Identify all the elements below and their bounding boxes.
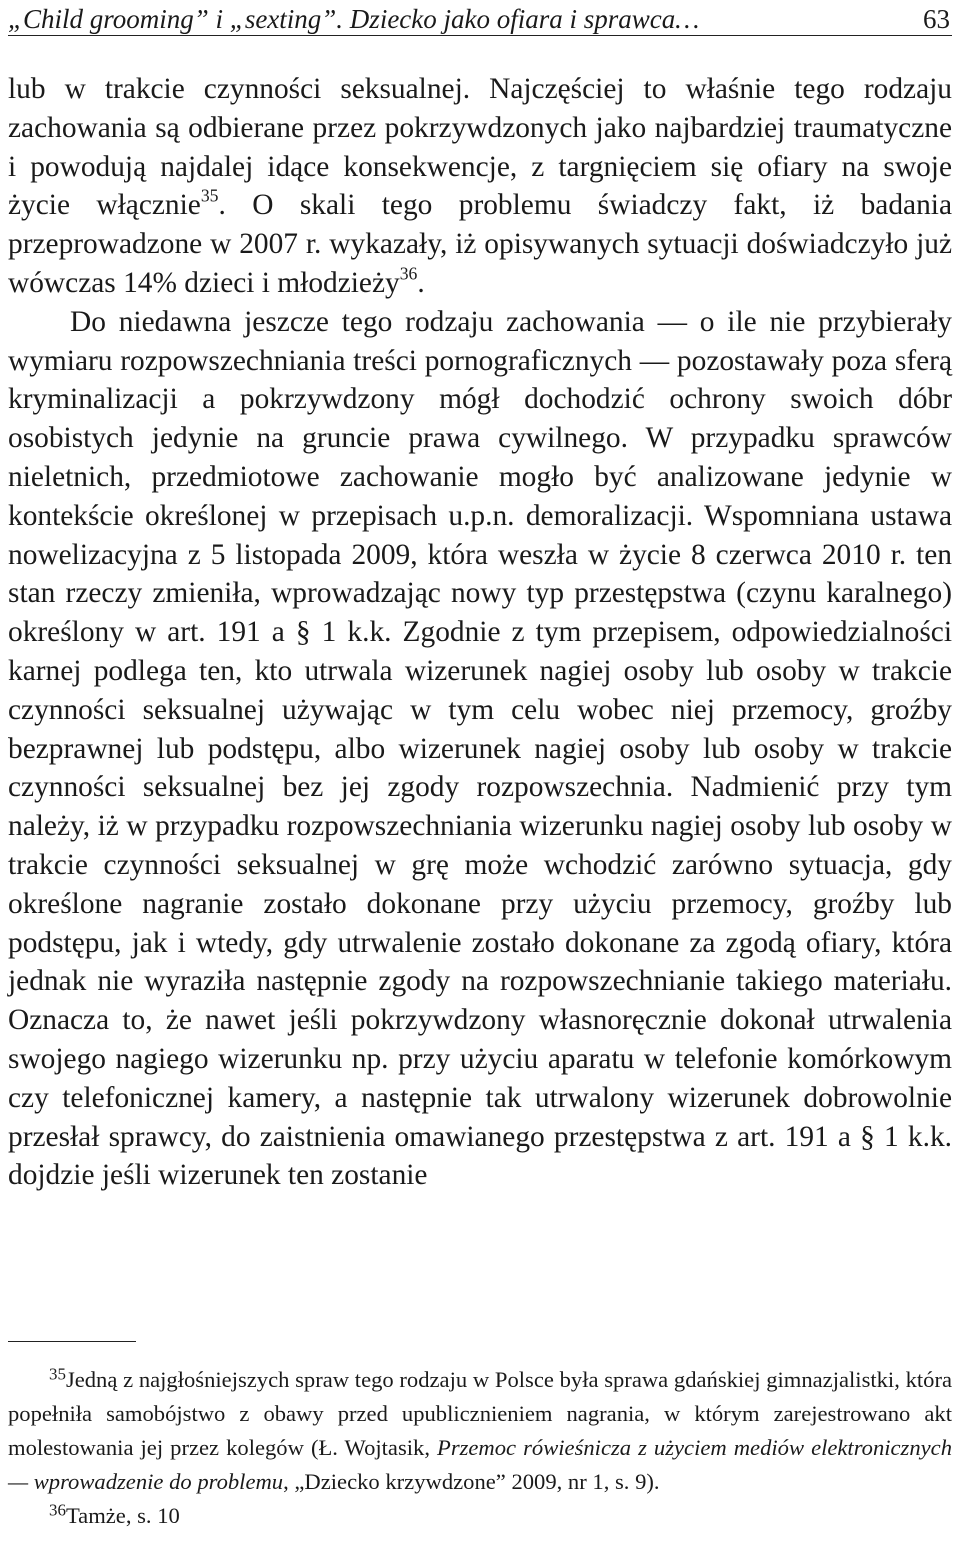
paragraph-1 [8, 70, 952, 303]
paragraph-1-part-c: . [417, 266, 425, 299]
footnote-36-text: Tamże, s. 10 [65, 1503, 180, 1528]
footnote-separator [8, 1341, 136, 1342]
paragraph-1-part-b: . O skali tego problemu świadczy fakt, iż badania przeprowadzone w 2007 r. wykazały, iż opisywanych sytuacji doświadczyło już wówczas 14% dzieci i młodzieży [8, 189, 952, 299]
footnote-36 [8, 1499, 952, 1533]
footnote-35-text-b: , „Dziecko krzywdzone” 2009, nr 1, s. 9). [283, 1469, 660, 1494]
footnotes [8, 1363, 952, 1533]
paragraph-2: Do niedawna jeszcze tego rodzaju zachowania — o ile nie przybierały wymiaru rozpowszechniania treści pornograficznych — pozostawały poza sferą kryminalizacji a pokrzywdzony mógł dochodzić ochrony swoich dóbr osobistych jedynie na gruncie prawa cywilnego. W przypadku sprawców nieletnich, przedmiotowe zachowanie mogło być analizowane jedynie w kontekście określonej w przepisach u.p.n. demoralizacji. Wspomniana ustawa nowelizacyjna z 5 listopada 2009, która weszła w życie 8 czerwca 2010 r. ten stan rzeczy zmieniła, wprowadzając nowy typ przestępstwa (czynu karalnego) określony w art. 191 a § 1 k.k. Zgodnie z tym przepisem, odpowiedzialności karnej podlega ten, kto utrwala wizerunek nagiej osoby lub osoby w trakcie czynności seksualnej używając w tym celu wobec niej przemocy, groźby bezprawnej lub podstępu, albo wizerunek nagiej osoby lub osoby w trakcie czynności seksualnej bez jej zgody rozpowszechnia. Nadmienić przy tym należy, iż w przypadku rozpowszechniania wizerunku nagiej osoby lub osoby w trakcie czynności seksualnej w grę może wchodzić zarówno sytuacja, gdy określone nagranie zostało dokonane przy użyciu przemocy, groźby lub podstępu, jak i wtedy, gdy utrwalenie zostało dokonane za zgodą ofiary, która jednak nie wyraziła następnie zgody na rozpowszechnianie takiego materiału. Oznacza to, że nawet jeśli pokrzywdzony własnoręcznie dokonał utrwalenia swojego nagiego wizerunku np. przy użyciu aparatu w telefonie komórkowym czy telefonicznej kamery, a następnie tak utrwalony wizerunek dobrowolnie przesłał sprawcy, do zaistnienia omawianego przestępstwa z art. 191 a § 1 k.k. dojdzie jeśli wizerunek ten zostanie [8, 305, 952, 1192]
main-text [8, 70, 952, 1195]
footnote-ref-36[interactable]: 36 [399, 263, 418, 284]
running-title: „Child grooming” i „sexting”. Dziecko jako ofiara i sprawca… [8, 4, 700, 34]
page-number: 63 [923, 4, 950, 34]
footnote-35-title: Przemoc rówieśnicza z użyciem mediów elektronicznych — wprowadzenie do problemu [8, 1435, 953, 1494]
running-header [8, 0, 952, 36]
footnote-marker-36: 36 [49, 1500, 66, 1520]
paragraph-1-part-a: lub w trakcie czynności seksualnej. Najczęściej to właśnie tego rodzaju zachowania są odbierane przez pokrzywdzonych jako najbardziej traumatyczne i powodują najdalej idące konsekwencje, z targnięciem się ofiary na swoje życie włącznie [8, 73, 952, 222]
footnote-ref-35[interactable]: 35 [200, 186, 219, 207]
footnote-35-text-a: Jedną z najgłośniejszych spraw tego rodzaju w Polsce była sprawa gdańskiej gimnazjalistki, która popełniła samobójstwo z obawy przed upublicznieniem nagrania, w którym zarejestrowano akt molestowania jej przez kolegów (Ł. Wojtasik, [8, 1367, 952, 1460]
footnote-marker-35: 35 [49, 1364, 66, 1384]
footnote-35 [8, 1363, 952, 1499]
